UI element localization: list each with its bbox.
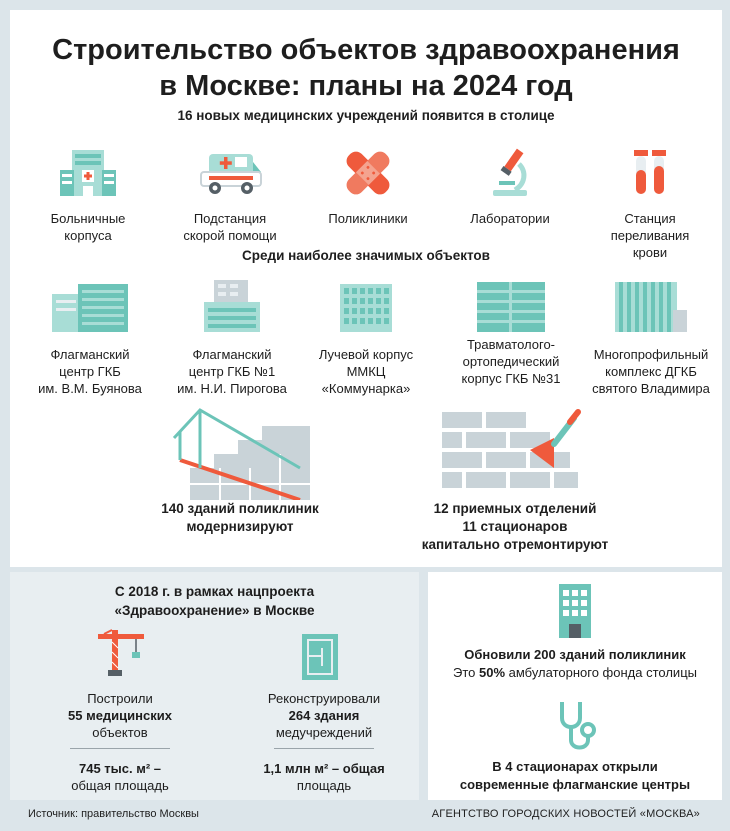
main-card bbox=[10, 10, 722, 567]
title-line-1: Строительство объектов здравоохранения bbox=[52, 34, 680, 66]
caption-line: 140 зданий поликлиник bbox=[161, 501, 319, 516]
share-suffix: амбулаторного фонда столицы bbox=[505, 665, 697, 680]
subtitle: 16 новых медицинских учреждений появится в столице bbox=[177, 108, 555, 123]
label-line: Травматолого- bbox=[466, 337, 556, 352]
label-line: центр ГКБ №1 bbox=[188, 364, 276, 379]
object-gkb31 bbox=[442, 280, 580, 387]
flagship-line-1: В 4 стационарах открыли bbox=[492, 759, 658, 774]
reconstructed-stat bbox=[250, 690, 398, 741]
building-icon bbox=[613, 280, 689, 332]
heading-line: «Здравоохранение» в Москве bbox=[114, 603, 315, 618]
stairs-illustration bbox=[160, 408, 310, 500]
bandage-icon bbox=[340, 148, 396, 198]
stethoscope-icon bbox=[556, 700, 596, 756]
renovated-stat: Обновили 200 зданий поликлиник bbox=[464, 647, 686, 662]
divider bbox=[274, 748, 374, 749]
brick-wall-illustration bbox=[442, 408, 582, 500]
crane-icon bbox=[94, 626, 146, 676]
label-line: Больничные bbox=[50, 211, 126, 226]
label-line: крови bbox=[632, 245, 668, 260]
reconstructed-area-stat bbox=[250, 760, 398, 794]
since-2018-heading bbox=[10, 582, 419, 620]
heading-line: С 2018 г. в рамках нацпроекта bbox=[114, 584, 315, 599]
label-line: Флагманский bbox=[192, 347, 272, 362]
object-pirogov bbox=[162, 280, 302, 397]
clinic-building-icon bbox=[557, 584, 593, 638]
flagship-line-2: современные флагманские центры bbox=[459, 777, 691, 792]
caption-line: 11 стационаров bbox=[462, 519, 568, 534]
stat-line: объектов bbox=[92, 725, 148, 740]
building-icon bbox=[200, 280, 264, 332]
label-line: центр ГКБ bbox=[59, 364, 121, 379]
modernize-caption bbox=[115, 500, 365, 536]
built-stat bbox=[50, 690, 190, 741]
label-line: им. В.М. Буянова bbox=[38, 381, 142, 396]
label-line: ММКЦ bbox=[346, 364, 386, 379]
label-line: Флагманский bbox=[50, 347, 130, 362]
label-line: Лучевой корпус bbox=[318, 347, 414, 362]
facility-label bbox=[450, 210, 570, 227]
stat-line: общая площадь bbox=[71, 778, 169, 793]
source-note: Источник: правительство Москвы bbox=[28, 808, 199, 820]
label-line: «Коммунарка» bbox=[321, 381, 411, 396]
object-label bbox=[582, 346, 720, 397]
label-line: корпуса bbox=[64, 228, 112, 243]
stat-line: Построили bbox=[87, 691, 153, 706]
label-line: корпус ГКБ №31 bbox=[461, 371, 561, 386]
label-line: скорой помощи bbox=[183, 228, 277, 243]
ambulance-icon bbox=[195, 148, 265, 198]
object-buyanov bbox=[20, 280, 160, 397]
label-line: Многопрофильный bbox=[593, 347, 709, 362]
significant-heading: Среди наиболее значимых объектов bbox=[242, 248, 490, 263]
microscope-icon bbox=[485, 148, 535, 198]
object-label bbox=[162, 346, 302, 397]
stat-line: 55 медицинских bbox=[68, 708, 172, 723]
caption-line: 12 приемных отделений bbox=[433, 501, 597, 516]
label-line: Лаборатории bbox=[470, 211, 550, 226]
divider bbox=[70, 748, 170, 749]
label-line: переливания bbox=[610, 228, 690, 243]
caption-line: капитально отремонтируют bbox=[421, 537, 609, 552]
built-area-stat bbox=[50, 760, 190, 794]
label-line: святого Владимира bbox=[592, 381, 710, 396]
renovated-share bbox=[428, 664, 722, 682]
share-prefix: Это bbox=[453, 665, 480, 680]
stat-line: медучреждений bbox=[275, 725, 373, 740]
building-icon bbox=[50, 280, 130, 332]
facility-label bbox=[28, 210, 148, 244]
floorplan-icon bbox=[302, 634, 338, 680]
share-value: 50% bbox=[479, 665, 506, 680]
building-icon bbox=[475, 280, 547, 332]
building-icon bbox=[338, 280, 394, 332]
label-line: комплекс ДГКБ bbox=[605, 364, 697, 379]
label-line: Подстанция bbox=[193, 211, 267, 226]
stat-line: площадь bbox=[296, 778, 352, 793]
since-2018-panel bbox=[10, 572, 419, 800]
object-vladimir bbox=[582, 280, 720, 397]
polyclinics-panel bbox=[428, 572, 722, 800]
label-line: ортопедический bbox=[462, 354, 560, 369]
stat-line: 745 тыс. м² – bbox=[78, 761, 161, 776]
blood-tubes-icon bbox=[628, 148, 672, 198]
facility-label bbox=[308, 210, 428, 227]
facility-clinics bbox=[308, 148, 428, 227]
facility-labs bbox=[450, 148, 570, 227]
label-line: им. Н.И. Пирогова bbox=[177, 381, 287, 396]
object-label bbox=[442, 336, 580, 387]
facility-ambulance bbox=[165, 148, 295, 244]
stat-line: 264 здания bbox=[288, 708, 360, 723]
agency-credit: АГЕНТСТВО ГОРОДСКИХ НОВОСТЕЙ «МОСКВА» bbox=[431, 808, 700, 820]
object-label bbox=[300, 346, 432, 397]
facility-label bbox=[165, 210, 295, 244]
stat-line: Реконструировали bbox=[267, 691, 381, 706]
label-line: Поликлиники bbox=[328, 211, 408, 226]
object-kommunarka bbox=[300, 280, 432, 397]
facility-hospital bbox=[28, 148, 148, 244]
caption-line: модернизируют bbox=[186, 519, 294, 534]
stat-line: 1,1 млн м² – общая bbox=[263, 761, 385, 776]
title-line-2: в Москве: планы на 2024 год bbox=[159, 70, 573, 102]
facility-blood-station bbox=[590, 148, 710, 261]
repair-caption bbox=[390, 500, 640, 554]
page-title bbox=[10, 32, 722, 104]
label-line: Станция bbox=[624, 211, 676, 226]
hospital-icon bbox=[58, 148, 118, 198]
object-label bbox=[20, 346, 160, 397]
